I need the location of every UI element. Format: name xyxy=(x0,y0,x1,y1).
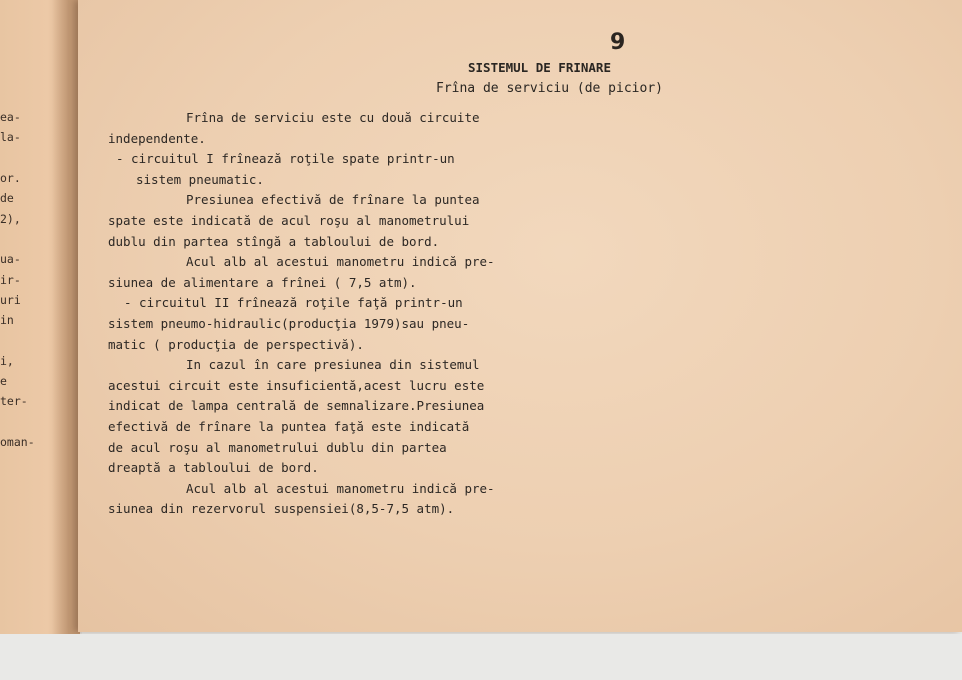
text-line: Acul alb al acestui manometru indică pre- xyxy=(186,254,495,270)
text-line: - circuitul II frînează roţile faţă printr-un xyxy=(124,295,463,311)
text-line: efectivă de frînare la puntea faţă este indicată xyxy=(108,418,470,434)
left-fragment: ua- xyxy=(0,252,21,266)
text-line: de acul roşu al manometrului dublu din partea xyxy=(108,439,447,455)
text-line: Acul alb al acestui manometru indică pre- xyxy=(186,480,495,496)
left-fragment: oman- xyxy=(0,435,35,449)
body-text xyxy=(108,108,548,520)
text-line: sistem pneumo-hidraulic(producţia 1979)sau pneu- xyxy=(108,315,470,331)
text-line: matic ( producţia de perspectivă). xyxy=(108,336,364,352)
left-fragment: la- xyxy=(0,130,21,144)
page-number: 9 xyxy=(610,30,626,55)
left-fragment: ir- xyxy=(0,273,21,287)
text-line: dublu din partea stîngă a tabloului de bord. xyxy=(108,233,440,249)
text-line: sistem pneumatic. xyxy=(136,171,264,187)
left-fragment: uri xyxy=(0,293,21,307)
text-line: - circuitul I frînează roţile spate printr-un xyxy=(116,151,455,167)
text-line: siunea de alimentare a frînei ( 7,5 atm). xyxy=(108,274,417,290)
text-line: dreaptă a tabloului de bord. xyxy=(108,460,319,476)
text-line: Frîna de serviciu este cu două circuite xyxy=(186,110,480,125)
text-line: In cazul în care presiunea din sistemul xyxy=(186,357,480,373)
left-fragment: e xyxy=(0,374,7,388)
text-line: siunea din rezervorul suspensiei(8,5-7,5 atm). xyxy=(108,501,455,517)
text-line: Presiunea efectivă de frînare la puntea xyxy=(186,192,480,208)
left-fragment: ter- xyxy=(0,394,28,408)
left-fragment: i, xyxy=(0,354,14,368)
left-fragment: or. xyxy=(0,171,21,185)
left-fragment: in xyxy=(0,313,14,327)
scan-background xyxy=(0,634,962,680)
text-line: acestui circuit este insuficientă,acest lucru este xyxy=(108,377,485,393)
text-line: independente. xyxy=(108,130,206,146)
document-page xyxy=(78,0,962,632)
section-subheading: Frîna de serviciu (de picior) xyxy=(436,81,663,96)
left-fragment: 2), xyxy=(0,212,21,226)
left-fragment: ea- xyxy=(0,110,21,124)
left-fragment: de xyxy=(0,191,14,205)
text-line: spate este indicată de acul roşu al manometrului xyxy=(108,212,470,228)
text-line: indicat de lampa centrală de semnalizare.Presiunea xyxy=(108,398,485,414)
section-heading: SISTEMUL DE FRINARE xyxy=(468,60,611,75)
